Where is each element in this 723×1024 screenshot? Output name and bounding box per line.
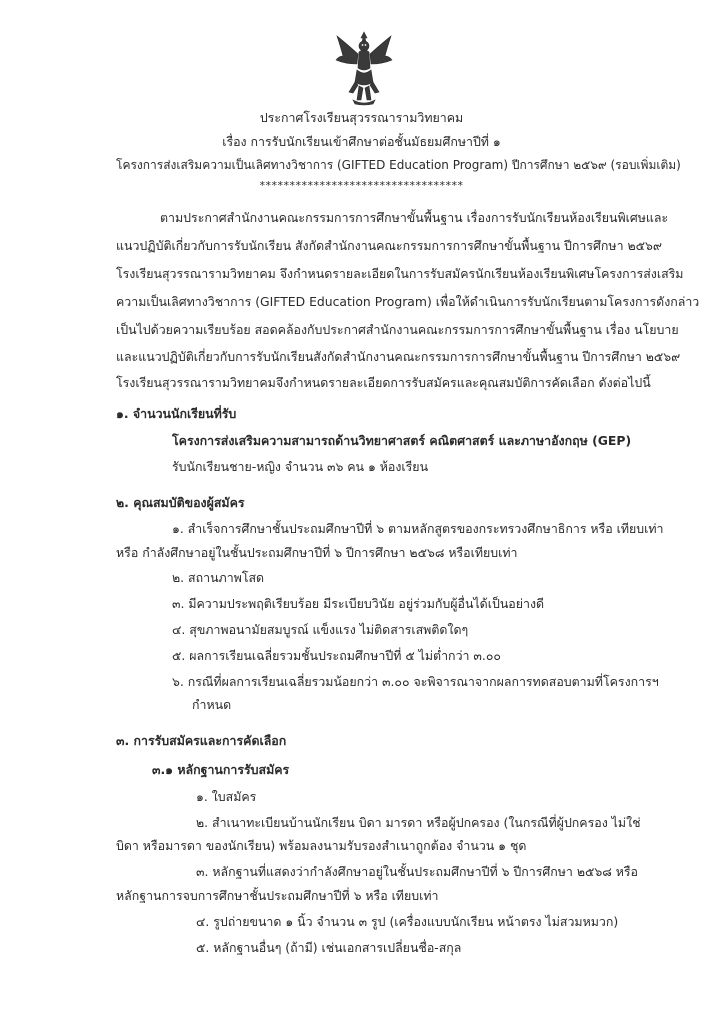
section2-heading: ๒. คุณสมบัติของผู้สมัคร xyxy=(116,495,245,510)
document-item: หลักฐานการจบการศึกษาชั้นประถมศึกษาปีที่ ๖ หรือ เทียบเท่า xyxy=(116,888,439,903)
qualification-item: กำหนด xyxy=(192,697,232,712)
announcement-subject: เรื่อง การรับนักเรียนเข้าศึกษาต่อชั้นมัธยมศึกษาปีที่ ๑ xyxy=(222,134,501,149)
intro-line: โรงเรียนสุวรรณารามวิทยาคม จึงกำหนดรายละเอียดในการรับสมัครนักเรียนห้องเรียนพิเศษโครงการส่งเสริม xyxy=(116,266,684,281)
document-item: บิดา หรือมารดา ของนักเรียน) พร้อมลงนามรับรองสำเนาถูกต้อง จำนวน ๑ ชุด xyxy=(116,838,527,853)
garuda-emblem-icon xyxy=(335,30,393,106)
qualification-item: ๑. สำเร็จการศึกษาชั้นประถมศึกษาปีที่ ๖ ตามหลักสูตรของกระทรวงศึกษาธิการ หรือ เทียบเท่า xyxy=(172,521,664,536)
document-item: ๑. ใบสมัคร xyxy=(196,789,257,804)
qualification-item: ๒. สถานภาพโสด xyxy=(172,570,265,585)
program-name: โครงการส่งเสริมความสามารถด้านวิทยาศาสตร์ คณิตศาสตร์ และภาษาอังกฤษ (GEP) xyxy=(172,433,632,448)
program-title: โครงการส่งเสริมความเป็นเลิศทางวิชาการ (GIFTED Education Program) ปีการศึกษา ๒๕๖๙ (รอบเพิ่มเติม) xyxy=(116,158,681,172)
announcement-title: ประกาศโรงเรียนสุวรรณารามวิทยาคม xyxy=(259,110,464,125)
document-item: ๓. หลักฐานที่แสดงว่ากำลังศึกษาอยู่ในชั้นประถมศึกษาปีที่ ๖ ปีการศึกษา ๒๕๖๘ หรือ xyxy=(196,864,638,879)
intro-line: แนวปฏิบัติเกี่ยวกับการรับนักเรียน สังกัดสำนักงานคณะกรรมการการศึกษาขั้นพื้นฐาน ปีการศึกษา ๒๕๖๙ xyxy=(116,238,662,253)
qualification-item: หรือ กำลังศึกษาอยู่ในชั้นประถมศึกษาปีที่ ๖ ปีการศึกษา ๒๕๖๘ หรือเทียบเท่า xyxy=(116,545,518,560)
separator-line: ********************************** xyxy=(259,179,464,192)
qualification-item: ๓. มีความประพฤติเรียบร้อย มีระเบียบวินัย อยู่ร่วมกับผู้อื่นได้เป็นอย่างดี xyxy=(172,596,545,611)
document-item: ๒. สำเนาทะเบียนบ้านนักเรียน บิดา มารดา หรือผู้ปกครอง (ในกรณีที่ผู้ปกครอง ไม่ใช่ xyxy=(196,815,641,830)
section3-subheading: ๓.๑ หลักฐานการรับสมัคร xyxy=(152,762,290,777)
intro-line: ตามประกาศสำนักงานคณะกรรมการการศึกษาขั้นพื้นฐาน เรื่องการรับนักเรียนห้องเรียนพิเศษและ xyxy=(160,210,669,225)
qualification-item: ๔. สุขภาพอนามัยสมบูรณ์ แข็งแรง ไม่ติดสารเสพติดใดๆ xyxy=(172,622,469,637)
section1-heading: ๑. จำนวนนักเรียนที่รับ xyxy=(116,406,237,421)
document-item: ๔. รูปถ่ายขนาด ๑ นิ้ว จำนวน ๓ รูป (เครื่องแบบนักเรียน หน้าตรง ไม่สวมหมวก) xyxy=(196,914,619,929)
intro-line: และแนวปฏิบัติเกี่ยวกับการรับนักเรียนสังกัดสำนักงานคณะกรรมการการศึกษาขั้นพื้นฐาน ปีการศึกษา ๒๕๖๙ xyxy=(116,349,681,364)
document-item: ๕. หลักฐานอื่นๆ (ถ้ามี) เช่นเอกสารเปลี่ยนชื่อ-สกุล xyxy=(196,940,462,955)
section3-heading: ๓. การรับสมัครและการคัดเลือก xyxy=(116,733,287,748)
qualification-item: ๕. ผลการเรียนเฉลี่ยรวมชั้นประถมศึกษาปีที่ ๕ ไม่ต่ำกว่า ๓.๐๐ xyxy=(172,648,501,663)
qualification-item: ๖. กรณีที่ผลการเรียนเฉลี่ยรวมน้อยกว่า ๓.๐๐ จะพิจารณาจากผลการทดสอบตามที่โครงการฯ xyxy=(172,674,659,689)
student-quota: รับนักเรียนชาย-หญิง จำนวน ๓๖ คน ๑ ห้องเรียน xyxy=(172,459,429,474)
intro-line: ความเป็นเลิศทางวิชาการ (GIFTED Education Program) เพื่อให้ดำเนินการรับนักเรียนตามโครงการดังกล่าว xyxy=(116,294,700,309)
intro-line: โรงเรียนสุวรรณารามวิทยาคมจึงกำหนดรายละเอียดการรับสมัครและคุณสมบัติการคัดเลือก ดังต่อไปนี้ xyxy=(116,375,651,390)
intro-line: เป็นไปด้วยความเรียบร้อย สอดคล้องกับประกาศสำนักงานคณะกรรมการการศึกษาขั้นพื้นฐาน เรื่อง นโยบาย xyxy=(116,322,679,337)
